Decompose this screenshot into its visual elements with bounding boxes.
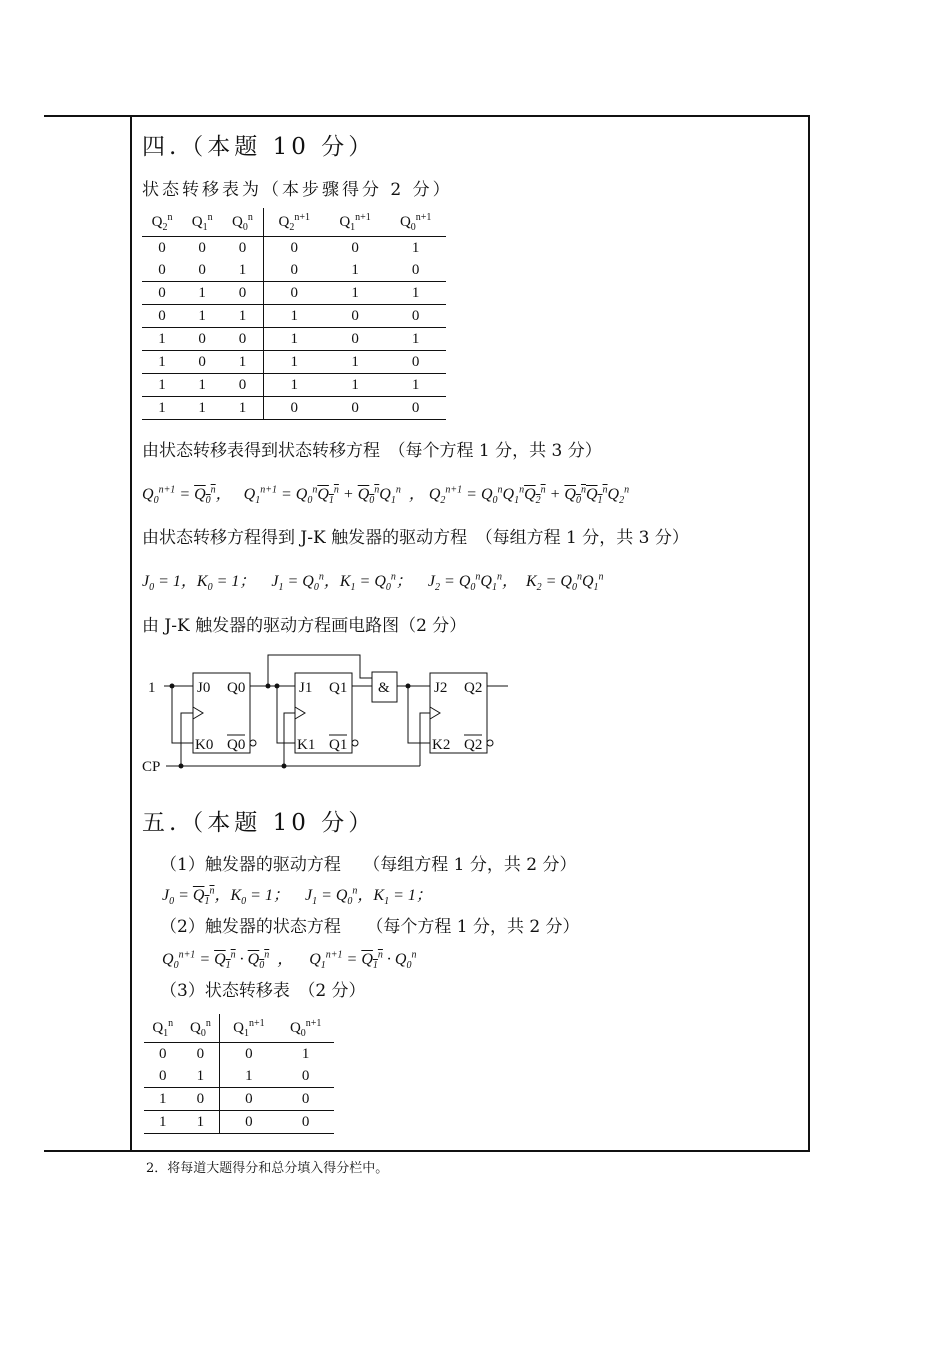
s5-header-q0n1: $Q_0^{n+1}$ [277,1014,334,1043]
table-cell: 1 [263,351,325,374]
table-cell: 0 [158,1045,167,1062]
state-equations: $Q_0^{n+1} = Q_0^n$， $Q_1^{n+1} = Q_0^nQ_1^n + Q_0^nQ_1^n$ ， $Q_2^{n+1} = Q_0^nQ_1^nQ_2^n + Q_0^nQ_1^nQ_2^n$ [142,484,630,507]
ff0-j-label: J0 [197,680,211,696]
s5-header-q1n1: $Q_1^{n+1}$ [220,1014,278,1043]
table-cell: 1 [222,397,263,420]
section5-step1: （1）触发器的驱动方程 （每组方程 1 分，共 2 分） [160,855,577,875]
table-cell: 1 [411,239,420,256]
ff2-k-label: K2 [432,737,451,753]
table-cell: 0 [220,1088,278,1111]
table-cell: 0 [277,1065,334,1088]
table-cell: 0 [222,328,263,351]
table-cell: 0 [181,1088,219,1111]
input-one-label: 1 [148,680,156,696]
table-cell: 0 [222,237,263,260]
ff2-q-label: Q2 [464,680,483,696]
table-cell: 1 [222,305,263,328]
header-q1n: $Q_1^n$ [182,208,222,237]
table-cell: 0 [182,259,222,282]
table-cell: 0 [182,351,222,374]
table-cell: 0 [181,1043,219,1066]
table-cell: 0 [144,1065,181,1088]
footer-note: 2．将每道大题得分和总分填入得分栏中。 [146,1161,389,1176]
table-cell: 1 [182,305,222,328]
ff1-qbar-label: Q1 [329,737,348,753]
table-cell: 0 [222,282,263,305]
ff2-j-label: J2 [434,680,448,696]
table-row [144,1111,334,1134]
header-q0n1: $Q_0^{n+1}$ [385,208,446,237]
header-q1n1: $Q_1^{n+1}$ [325,208,386,237]
section5-heading: 五.（本题 10 分） [142,810,376,836]
table-cell: 0 [142,282,182,305]
table-cell: 1 [263,305,325,328]
table-cell: 0 [142,259,182,282]
ff1-j-label: J1 [299,680,313,696]
table-cell: 1 [220,1065,278,1088]
s5-header-q0n: $Q_0^n$ [181,1014,219,1043]
table-cell: 0 [385,305,446,328]
table-cell: 0 [142,305,182,328]
section5-step3: （3）状态转移表 （2 分） [160,981,366,1001]
table-cell: 0 [222,374,263,397]
table-cell: 1 [385,374,446,397]
table-cell: 0 [220,1111,278,1134]
table-cell: 1 [222,259,263,282]
table-row [144,1043,334,1066]
table-cell: 1 [182,397,222,420]
state-equation-intro: 由状态转移表得到状态转移方程 （每个方程 1 分，共 3 分） [142,441,602,461]
drive-equation-intro: 由状态转移方程得到 J-K 触发器的驱动方程 （每组方程 1 分，共 3 分） [142,528,689,548]
header-q0n: $Q_0^n$ [222,208,263,237]
table-cell: 0 [277,1111,334,1134]
table-cell: 1 [263,374,325,397]
table-cell: 1 [181,1111,219,1134]
section5-step2: （2）触发器的状态方程 （每个方程 1 分，共 2 分） [160,917,580,937]
table-cell: 0 [277,1088,334,1111]
table-cell: 0 [263,259,325,282]
table-cell: 1 [142,328,182,351]
ff2-qbar-label: Q2 [464,737,483,753]
table-cell: 1 [182,282,222,305]
section5-transition-table [144,1014,334,1134]
table-cell: 0 [385,259,446,282]
ff1-q-label: Q1 [329,680,348,696]
table-cell: 1 [181,1065,219,1088]
and-gate-label: & [378,680,390,696]
table-cell: 0 [325,397,386,420]
table-cell: 1 [325,351,386,374]
table-cell: 1 [142,397,182,420]
table-cell: 1 [325,374,386,397]
header-q2n1: $Q_2^{n+1}$ [263,208,325,237]
table-cell: 0 [325,328,386,351]
table-cell: 1 [385,328,446,351]
ff0-k-label: K0 [195,737,214,753]
table-cell: 1 [222,351,263,374]
table-cell: 1 [142,374,182,397]
table-cell: 0 [325,305,386,328]
table-cell: 1 [325,259,386,282]
table-cell: 0 [290,239,299,256]
section5-drive-equations: $J_0 = Q_1^n$，$K_0 = 1$； $J_1 = Q_0^n$，$K_1 = 1$； [162,885,432,908]
header-q2n: $Q_2^n$ [142,208,182,237]
table-cell: 1 [301,1045,310,1062]
table-cell: 0 [198,239,206,256]
table-row [144,1065,334,1088]
table-cell: 0 [263,282,325,305]
table-cell: 0 [182,328,222,351]
section4-table-intro: 状态转移表为（本步骤得分 2 分） [142,180,453,200]
table-row [144,1088,334,1111]
table-cell: 0 [158,239,166,256]
table-cell: 0 [385,397,446,420]
table-cell: 0 [263,397,325,420]
clock-label: CP [142,759,161,775]
table-cell: 1 [182,374,222,397]
ff0-q-label: Q0 [227,680,246,696]
ff1-k-label: K1 [297,737,316,753]
ff0-qbar-label: Q0 [227,737,246,753]
section4-heading: 四.（本题 10 分） [142,134,376,160]
table-cell: 1 [144,1088,181,1111]
table-cell: 1 [144,1111,181,1134]
table-cell: 1 [325,282,386,305]
drive-equations: $J_0 = 1$，$K_0 = 1$； $J_1 = Q_0^n$，$K_1 = Q_0^n$； $J_2 = Q_0^nQ_1^n$， $K_2 = Q_0^nQ_1^n$ [142,571,604,594]
table-cell: 1 [142,351,182,374]
table-cell: 0 [245,1045,253,1062]
table-cell: 1 [385,282,446,305]
circuit-intro: 由 J-K 触发器的驱动方程画电路图（2 分） [142,616,467,636]
table-cell: 0 [385,351,446,374]
s5-header-q1n: $Q_1^n$ [144,1014,181,1043]
table-cell: 1 [263,328,325,351]
section5-state-equations: $Q_0^{n+1} = Q_1^n \cdot Q_0^n$ ， $Q_1^{n+1} = Q_1^n \cdot Q_0^n$ [162,949,417,972]
table-cell: 0 [351,239,359,256]
